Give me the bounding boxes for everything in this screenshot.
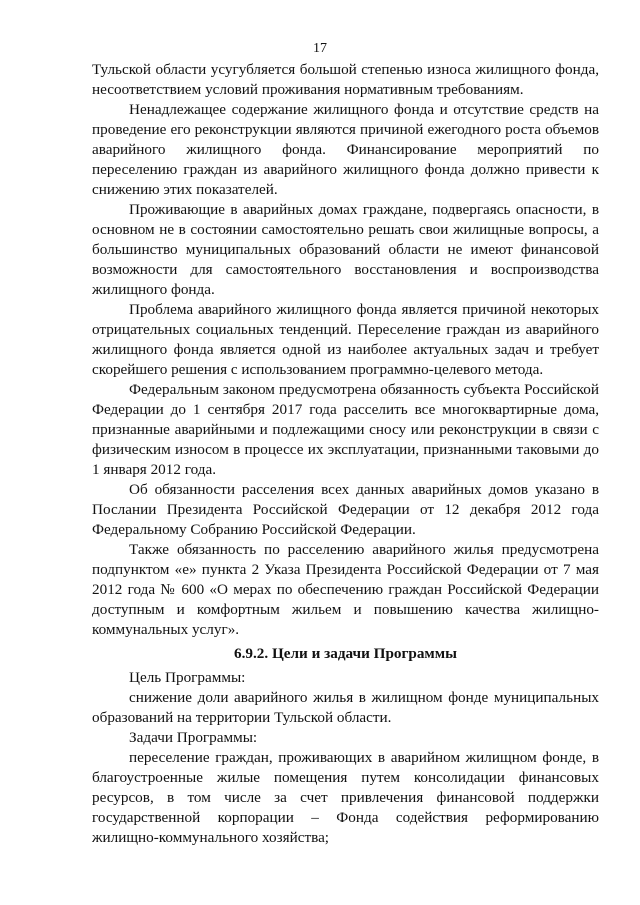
- paragraph-continuation: Тульской области усугубляется большой степенью износа жилищного фонда, несоответствием условий проживания нормативным требованиям.: [92, 61, 599, 98]
- paragraph: Также обязанность по расселению аварийного жилья предусмотрена подпунктом «е» пункта 2 Указа Президента Российской Федерации от 7 мая 2012 года № 600 «О мерах по обеспечению граждан Российской Федерации доступным и комфортным жильем и повышению качества жилищно-коммунальных услуг».: [92, 541, 599, 638]
- paragraph: Федеральным законом предусмотрена обязанность субъекта Российской Федерации до 1 сентября 2017 года расселить все многоквартирные дома, признанные аварийными и подлежащими сносу или реконструкции в связи с физическим износом в процессе их эксплуатации, признанными таковыми до 1 января 2012 года.: [92, 381, 599, 478]
- page-number: 17: [313, 41, 327, 56]
- paragraph: Проживающие в аварийных домах граждане, подвергаясь опасности, в основном не в состоянии самостоятельно решать свои жилищные вопросы, а большинство муниципальных образований области не имеют финансовой возможности для самостоятельного восстановления и воспроизводства жилищного фонда.: [92, 201, 599, 298]
- tasks-label: Задачи Программы:: [129, 729, 258, 746]
- paragraph: Ненадлежащее содержание жилищного фонда и отсутствие средств на проведение его реконструкции являются причиной ежегодного роста объемов аварийного жилищного фонда. Финансирование мероприятий по переселению граждан из аварийного жилищного фонда должно привести к снижению этих показателей.: [92, 101, 599, 198]
- paragraph: Проблема аварийного жилищного фонда является причиной некоторых отрицательных социальных тенденций. Переселение граждан из аварийного жилищного фонда является одной из наиболее актуальных задач и требует скорейшего решения с использованием программно-целевого метода.: [92, 301, 599, 378]
- paragraph: Об обязанности расселения всех данных аварийных домов указано в Послании Президента Российской Федерации от 12 декабря 2012 года Федеральному Собранию Российской Федерации.: [92, 481, 599, 538]
- section-heading: 6.9.2. Цели и задачи Программы: [234, 645, 457, 662]
- goal-text: снижение доли аварийного жилья в жилищном фонде муниципальных образований на территории Тульской области.: [92, 689, 599, 726]
- document-body: [92, 60, 599, 848]
- goal-label: Цель Программы:: [129, 669, 246, 686]
- task-text: переселение граждан, проживающих в аварийном жилищном фонде, в благоустроенные жилые помещения путем консолидации финансовых ресурсов, в том числе за счет привлечения финансовой поддержки государственной корпорации – Фонда содействия реформированию жилищно-коммунального хозяйства;: [92, 749, 599, 846]
